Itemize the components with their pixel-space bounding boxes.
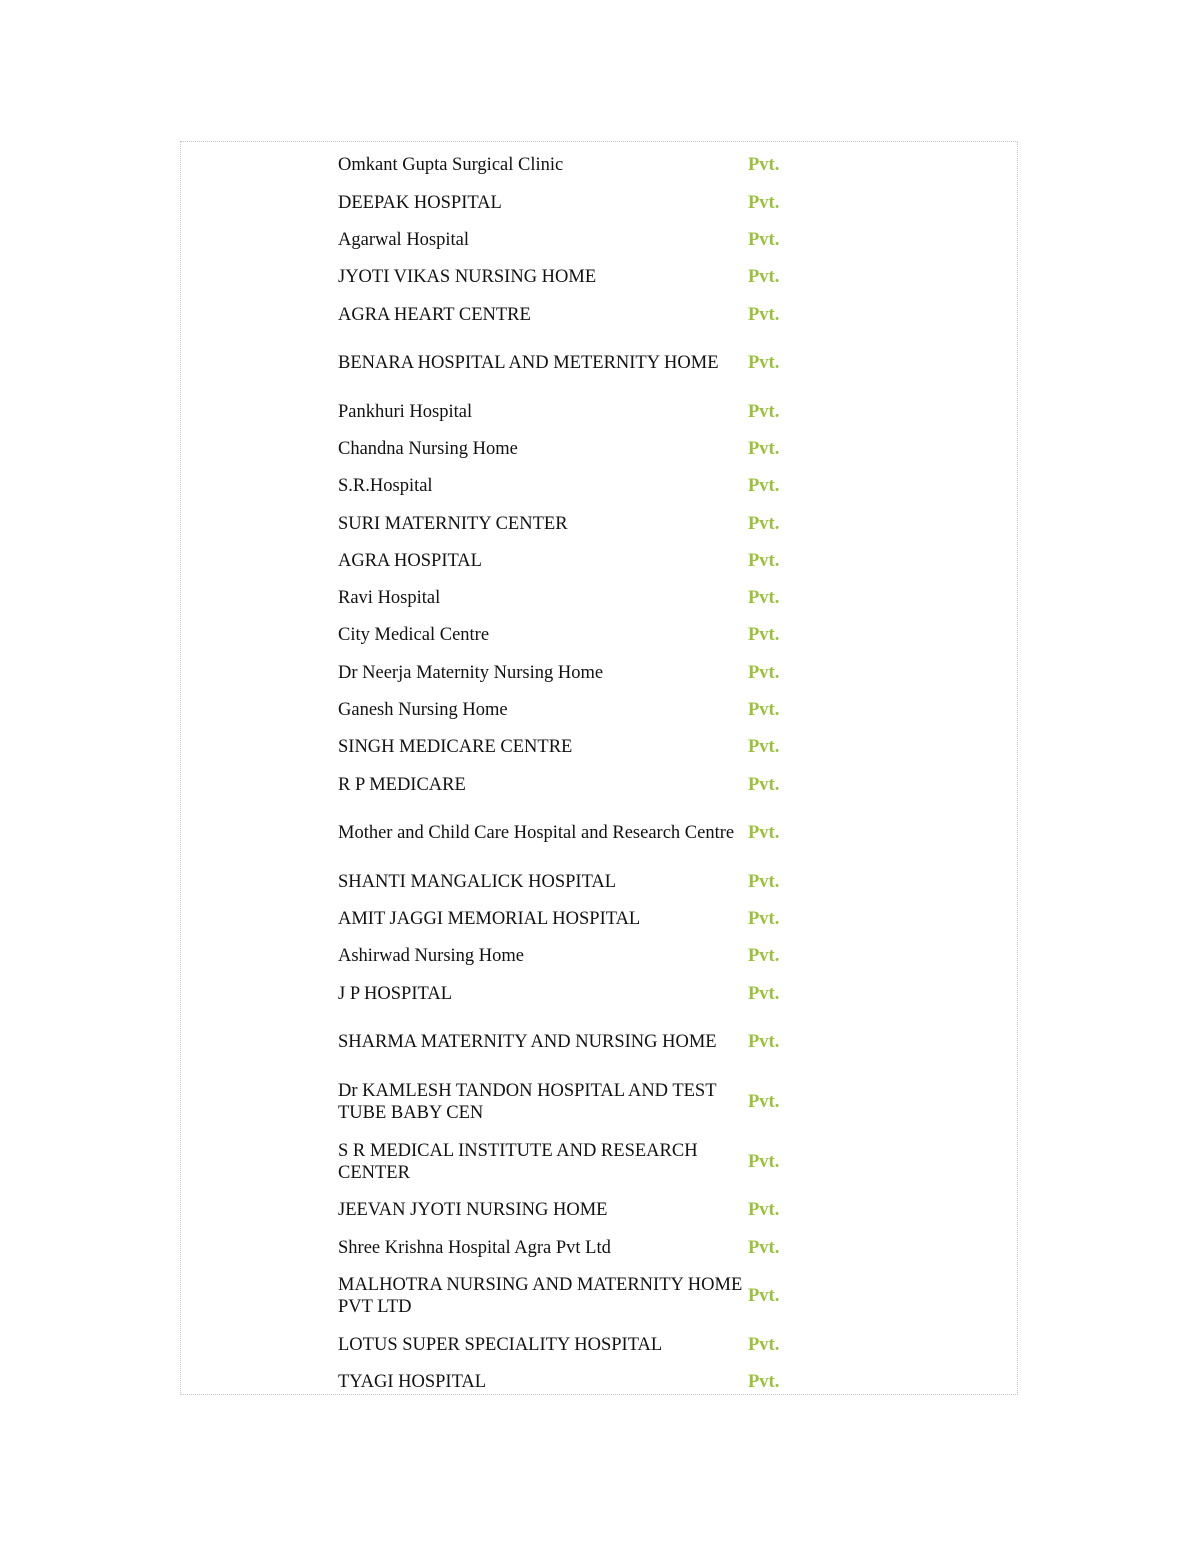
table-row (338, 1132, 838, 1192)
table-row (338, 1326, 838, 1363)
table-row (338, 1267, 838, 1327)
table-row (338, 333, 838, 393)
hospital-name: SINGH MEDICARE CENTRE (338, 737, 573, 758)
hospital-name: Shree Krishna Hospital Agra Pvt Ltd (338, 1237, 611, 1258)
hospital-type: Pvt. (748, 550, 780, 571)
hospital-name: TYAGI HOSPITAL (338, 1372, 487, 1392)
table-row (338, 938, 838, 975)
hospital-name: Ashirwad Nursing Home (338, 946, 525, 967)
hospital-type: Pvt. (748, 1334, 780, 1355)
table-row (338, 804, 838, 864)
hospital-type: Pvt. (748, 304, 780, 325)
table-row (338, 729, 838, 766)
hospital-type: Pvt. (748, 909, 780, 930)
hospital-type: Pvt. (748, 774, 780, 795)
table-row (338, 863, 838, 900)
hospital-name: AMIT JAGGI MEMORIAL HOSPITAL (338, 909, 641, 930)
table-row (338, 184, 838, 221)
hospital-type: Pvt. (748, 192, 780, 213)
hospital-name: SURI MATERNITY CENTER (338, 513, 568, 534)
hospital-name: Dr Neerja Maternity Nursing Home (338, 662, 604, 683)
table-row (338, 901, 838, 938)
hospital-name: Omkant Gupta Surgical Clinic (338, 155, 564, 176)
hospital-type: Pvt. (748, 401, 780, 422)
table-row (338, 393, 838, 430)
hospital-name: JEEVAN JYOTI NURSING HOME (338, 1200, 608, 1221)
hospital-name: AGRA HEART CENTRE (338, 304, 531, 325)
hospital-type: Pvt. (748, 1372, 780, 1392)
hospital-type: Pvt. (748, 1032, 780, 1053)
table-row (338, 1229, 838, 1266)
hospital-name: AGRA HOSPITAL (338, 550, 482, 571)
hospital-type: Pvt. (748, 823, 780, 844)
table-row (338, 468, 838, 505)
table-row (338, 692, 838, 729)
table-row (338, 1192, 838, 1229)
hospital-type: Pvt. (748, 946, 780, 967)
hospital-name: Ganesh Nursing Home (338, 700, 508, 721)
table-row (338, 654, 838, 691)
hospital-type: Pvt. (748, 700, 780, 721)
hospital-list (338, 147, 838, 1401)
hospital-type: Pvt. (748, 983, 780, 1004)
hospital-name: S.R.Hospital (338, 476, 433, 497)
hospital-type: Pvt. (748, 1151, 780, 1172)
hospital-type: Pvt. (748, 155, 780, 176)
hospital-name: DEEPAK HOSPITAL (338, 192, 502, 213)
hospital-name: JYOTI VIKAS NURSING HOME (338, 267, 597, 288)
hospital-type: Pvt. (748, 513, 780, 534)
table-row (338, 975, 838, 1012)
table-row (338, 1072, 838, 1132)
table-row (338, 617, 838, 654)
hospital-name: City Medical Centre (338, 625, 490, 646)
hospital-type: Pvt. (748, 1200, 780, 1221)
table-row (338, 1013, 838, 1073)
hospital-type: Pvt. (748, 662, 780, 683)
hospital-name: Pankhuri Hospital (338, 401, 473, 422)
hospital-name: LOTUS SUPER SPECIALITY HOSPITAL (338, 1334, 663, 1355)
hospital-name: SHANTI MANGALICK HOSPITAL (338, 871, 617, 892)
table-row (338, 505, 838, 542)
hospital-type: Pvt. (748, 588, 780, 609)
table-row (338, 259, 838, 296)
hospital-type: Pvt. (748, 737, 780, 758)
hospital-type: Pvt. (748, 267, 780, 288)
hospital-type: Pvt. (748, 229, 780, 250)
table-row (338, 580, 838, 617)
hospital-type: Pvt. (748, 871, 780, 892)
table-row (338, 147, 838, 184)
hospital-name: Mother and Child Care Hospital and Research Centre (338, 823, 735, 844)
table-row (338, 296, 838, 333)
hospital-type: Pvt. (748, 353, 780, 374)
table-row (338, 1364, 838, 1401)
hospital-name: R P MEDICARE (338, 774, 466, 795)
hospital-name: Agarwal Hospital (338, 229, 470, 250)
hospital-name: Ravi Hospital (338, 588, 441, 609)
table-row (338, 222, 838, 259)
hospital-type: Pvt. (748, 625, 780, 646)
hospital-name: BENARA HOSPITAL AND METERNITY HOME (338, 353, 719, 374)
hospital-name: Chandna Nursing Home (338, 438, 518, 459)
hospital-type: Pvt. (748, 1237, 780, 1258)
hospital-type: Pvt. (748, 438, 780, 459)
table-row (338, 766, 838, 803)
table-row (338, 542, 838, 579)
hospital-type: Pvt. (748, 476, 780, 497)
hospital-name: J P HOSPITAL (338, 983, 452, 1004)
hospital-name: MALHOTRA NURSING AND MATERNITY HOME PVT LTD (338, 1274, 743, 1318)
table-row (338, 431, 838, 468)
hospital-name: S R MEDICAL INSTITUTE AND RESEARCH CENTER (338, 1140, 698, 1184)
hospital-type: Pvt. (748, 1286, 780, 1307)
hospital-name: Dr KAMLESH TANDON HOSPITAL AND TEST TUBE BABY CEN (338, 1080, 717, 1124)
hospital-name: SHARMA MATERNITY AND NURSING HOME (338, 1032, 717, 1053)
hospital-type: Pvt. (748, 1091, 780, 1112)
